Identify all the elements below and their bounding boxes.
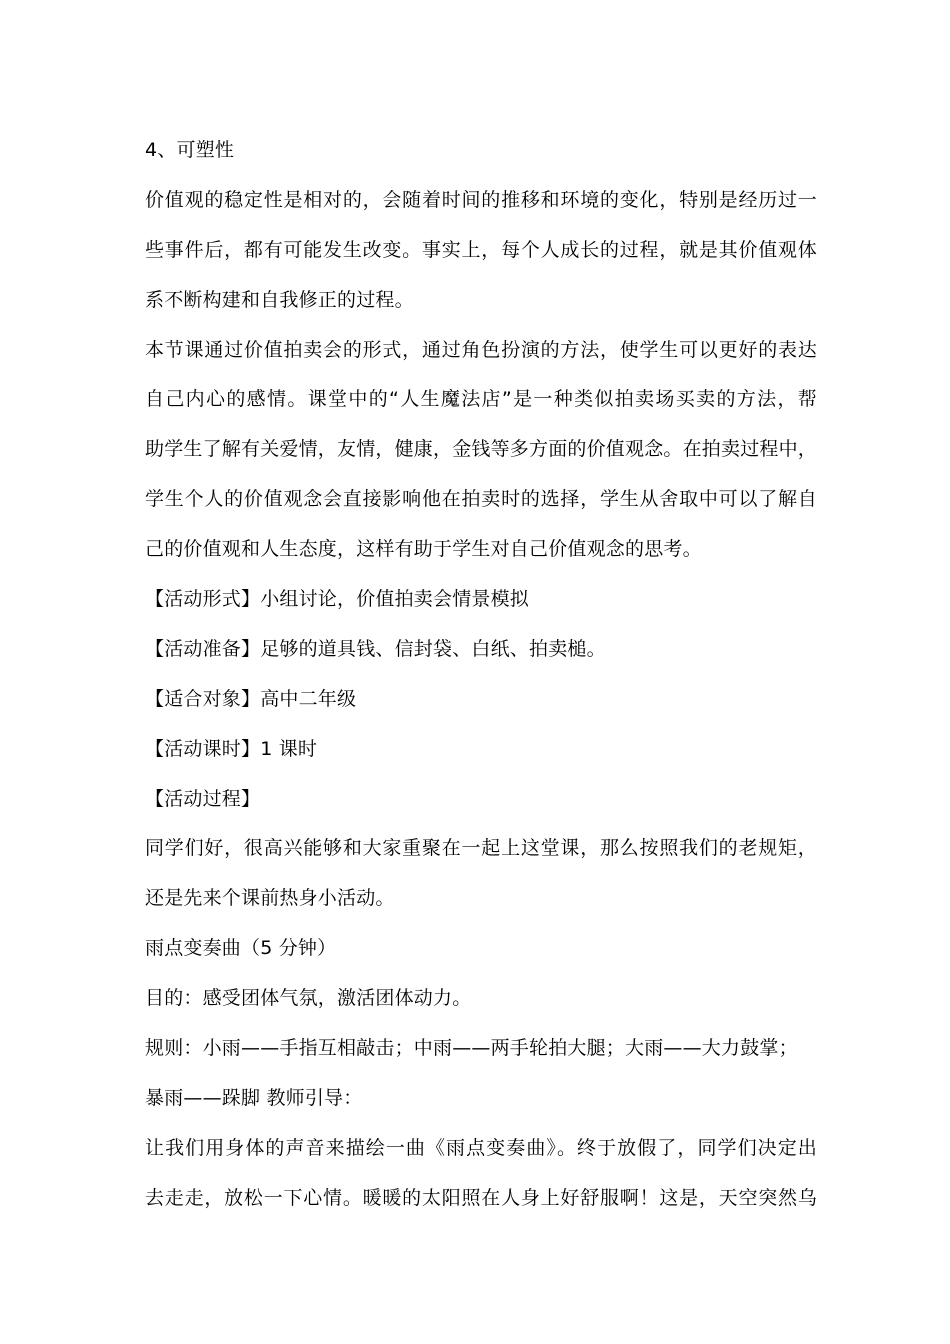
document-body xyxy=(145,126,817,1224)
game-rules-line: 规则：小雨——手指互相敲击；中雨——两手轮拍大腿；大雨——大力鼓掌； xyxy=(145,1037,798,1060)
paragraph-line: 学生个人的价值观念会直接影响他在拍卖时的选择，学生从舍取中可以了解自 xyxy=(145,488,817,511)
game-purpose-line: 目的：感受团体气氛，激活团体动力。 xyxy=(145,987,472,1010)
paragraph-line: 助学生了解有关爱情，友情，健康，金钱等多方面的价值观念。在拍卖过程中， xyxy=(145,438,818,461)
activity-preparation-line: 【活动准备】足够的道具钱、信封袋、白纸、拍卖槌。 xyxy=(145,637,606,660)
paragraph-line: 己的价值观和人生态度，这样有助于学生对自己价值观念的思考。 xyxy=(145,538,702,561)
section-heading-plasticity: 4、可塑性 xyxy=(145,139,235,161)
paragraph-line: 去走走，放松一下心情。暖暖的太阳照在人身上好舒服啊！这是，天空突然乌 xyxy=(145,1186,817,1209)
target-audience-line: 【适合对象】高中二年级 xyxy=(145,687,357,710)
paragraph-line: 同学们好，很高兴能够和大家重聚在一起上这堂课，那么按照我们的老规矩， xyxy=(145,837,817,860)
paragraph-line: 还是先来个课前热身小活动。 xyxy=(145,887,395,910)
game-rules-line: 暴雨——跺脚 教师引导： xyxy=(145,1086,363,1109)
activity-process-heading: 【活动过程】 xyxy=(145,787,261,810)
activity-form-line: 【活动形式】小组讨论，价值拍卖会情景模拟 xyxy=(145,588,530,611)
paragraph-line: 价值观的稳定性是相对的，会随着时间的推移和环境的变化，特别是经历过一 xyxy=(145,188,817,211)
paragraph-line: 系不断构建和自我修正的过程。 xyxy=(145,288,414,311)
game-title-line: 雨点变奏曲（5 分钟） xyxy=(145,937,337,960)
activity-duration-line: 【活动课时】1 课时 xyxy=(145,737,318,760)
paragraph-line: 自己内心的感情。课堂中的“人生魔法店”是一种类似拍卖场买卖的方法，帮 xyxy=(145,388,817,411)
paragraph-line: 些事件后，都有可能发生改变。事实上，每个人成长的过程，就是其价值观体 xyxy=(145,238,817,261)
paragraph-line: 让我们用身体的声音来描绘一曲《雨点变奏曲》。终于放假了，同学们决定出 xyxy=(145,1136,817,1159)
paragraph-line: 本节课通过价值拍卖会的形式，通过角色扮演的方法，使学生可以更好的表达 xyxy=(145,338,817,361)
